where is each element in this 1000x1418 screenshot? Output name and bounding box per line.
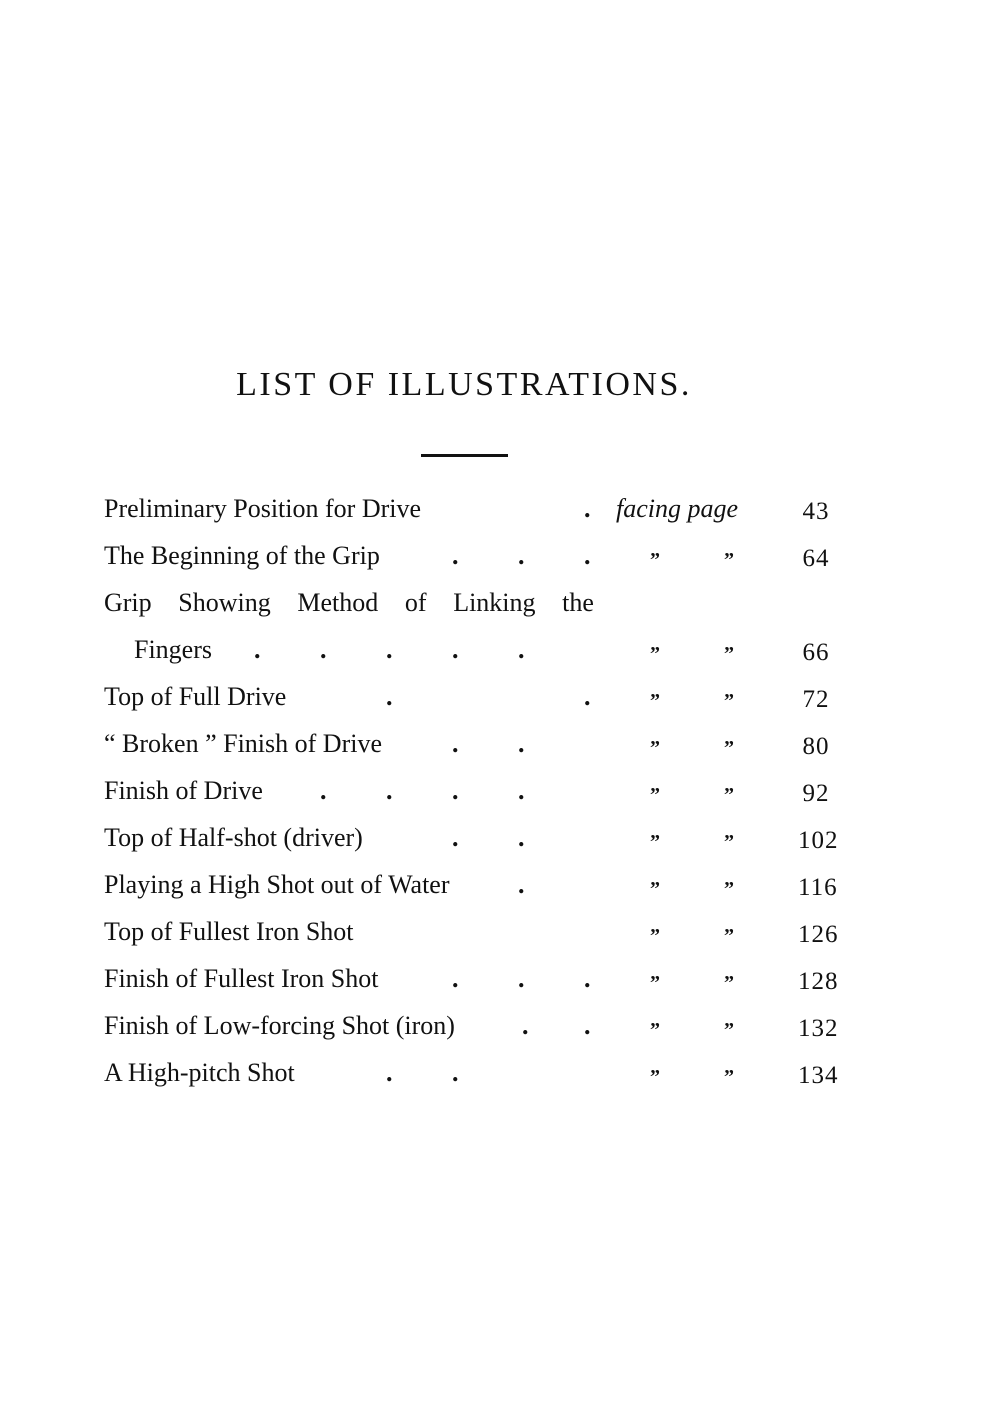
illustration-title: Finish of Drive: [104, 776, 263, 805]
illustration-title: A High-pitch Shot: [104, 1058, 295, 1087]
illustration-title: [104, 588, 594, 618]
page-number: 134: [798, 1062, 839, 1089]
leader-dot: .: [584, 964, 591, 993]
list-item: [104, 1056, 844, 1103]
leader-dot: .: [584, 1011, 591, 1040]
ditto-mark: ”: [650, 831, 660, 853]
page-number: 66: [802, 639, 830, 666]
list-item: [104, 586, 844, 633]
leader-dot: .: [584, 541, 591, 570]
ditto-mark: ”: [650, 1066, 660, 1088]
illustration-title: The Beginning of the Grip: [104, 541, 380, 570]
page-number: 116: [798, 874, 838, 901]
list-item-continuation: [104, 633, 844, 680]
list-item: [104, 774, 844, 821]
list-item: [104, 868, 844, 915]
ditto-mark: ”: [724, 1066, 734, 1088]
ditto-mark: ”: [650, 1019, 660, 1041]
list-item: [104, 539, 844, 586]
illustrations-list: [104, 492, 844, 1103]
leader-dot: .: [522, 1011, 529, 1040]
leader-dot: .: [254, 635, 261, 664]
page-number: 128: [798, 968, 839, 995]
list-item: [104, 680, 844, 727]
ditto-mark: ”: [650, 784, 660, 806]
leader-dot: .: [386, 635, 393, 664]
ditto-mark: ”: [650, 549, 660, 571]
leader-dot: .: [452, 635, 459, 664]
leader-dot: .: [452, 776, 459, 805]
ditto-mark: ”: [650, 690, 660, 712]
leader-dot: .: [518, 776, 525, 805]
list-item: [104, 1009, 844, 1056]
leader-dot: .: [452, 1058, 459, 1087]
ditto-mark: ”: [650, 878, 660, 900]
page-number: 92: [802, 780, 830, 807]
page-number: 80: [802, 733, 830, 760]
leader-dot: .: [386, 1058, 393, 1087]
leader-dot: .: [452, 541, 459, 570]
ditto-mark: ”: [724, 784, 734, 806]
ditto-mark: ”: [724, 878, 734, 900]
ditto-mark: ”: [650, 925, 660, 947]
illustration-title: Top of Full Drive: [104, 682, 287, 711]
ditto-mark: ”: [650, 643, 660, 665]
leader-dot: .: [518, 823, 525, 852]
page-number: 102: [798, 827, 839, 854]
leader-dot: .: [452, 823, 459, 852]
list-item: [104, 821, 844, 868]
illustration-title: Preliminary Position for Drive: [104, 494, 422, 523]
illustration-title: Top of Half-shot (driver): [104, 823, 363, 852]
title-word: of: [404, 588, 427, 617]
leader-dot: .: [452, 729, 459, 758]
leader-dot: .: [518, 541, 525, 570]
illustration-title: Finish of Low-forcing Shot (iron): [104, 1011, 455, 1040]
leader-dot: .: [386, 776, 393, 805]
page-number: 43: [802, 498, 830, 525]
leader-dot: .: [518, 964, 525, 993]
page-number: 64: [802, 545, 830, 572]
ditto-mark: ”: [724, 737, 734, 759]
illustration-title-continued: Fingers: [134, 635, 212, 664]
page-number: 126: [798, 921, 839, 948]
list-item: [104, 962, 844, 1009]
illustration-title: Top of Fullest Iron Shot: [104, 917, 354, 946]
page-title: LIST OF ILLUSTRATIONS.: [236, 366, 692, 403]
ditto-mark: ”: [724, 925, 734, 947]
ditto-mark: ”: [724, 831, 734, 853]
page-number: 72: [802, 686, 830, 713]
leader-dot: .: [584, 682, 591, 711]
title-word: Method: [297, 588, 379, 617]
title-word: Grip: [104, 588, 152, 617]
leader-dot: .: [320, 776, 327, 805]
title-rule: [421, 454, 508, 457]
ditto-mark: ”: [724, 1019, 734, 1041]
leader-dot: .: [452, 964, 459, 993]
illustration-title: Finish of Fullest Iron Shot: [104, 964, 379, 993]
leader-dot: .: [518, 635, 525, 664]
title-word: the: [562, 588, 594, 617]
ditto-mark: ”: [724, 549, 734, 571]
ditto-mark: ”: [650, 972, 660, 994]
list-item: [104, 727, 844, 774]
page-number: 132: [798, 1015, 839, 1042]
list-item: [104, 492, 844, 539]
leader-dot: .: [518, 729, 525, 758]
title-word: Linking: [453, 588, 536, 617]
leader-dot: .: [386, 682, 393, 711]
illustration-title: “ Broken ” Finish of Drive: [104, 729, 383, 758]
list-item: [104, 915, 844, 962]
ditto-mark: ”: [724, 972, 734, 994]
leader-dot: .: [584, 494, 591, 523]
ditto-mark: ”: [650, 737, 660, 759]
ditto-mark: ”: [724, 690, 734, 712]
title-word: Showing: [178, 588, 271, 617]
ditto-mark: ”: [724, 643, 734, 665]
leader-dot: .: [518, 870, 525, 899]
leader-dot: .: [320, 635, 327, 664]
facing-page-label: facing page: [616, 494, 739, 523]
illustration-title: Playing a High Shot out of Water: [104, 870, 450, 899]
